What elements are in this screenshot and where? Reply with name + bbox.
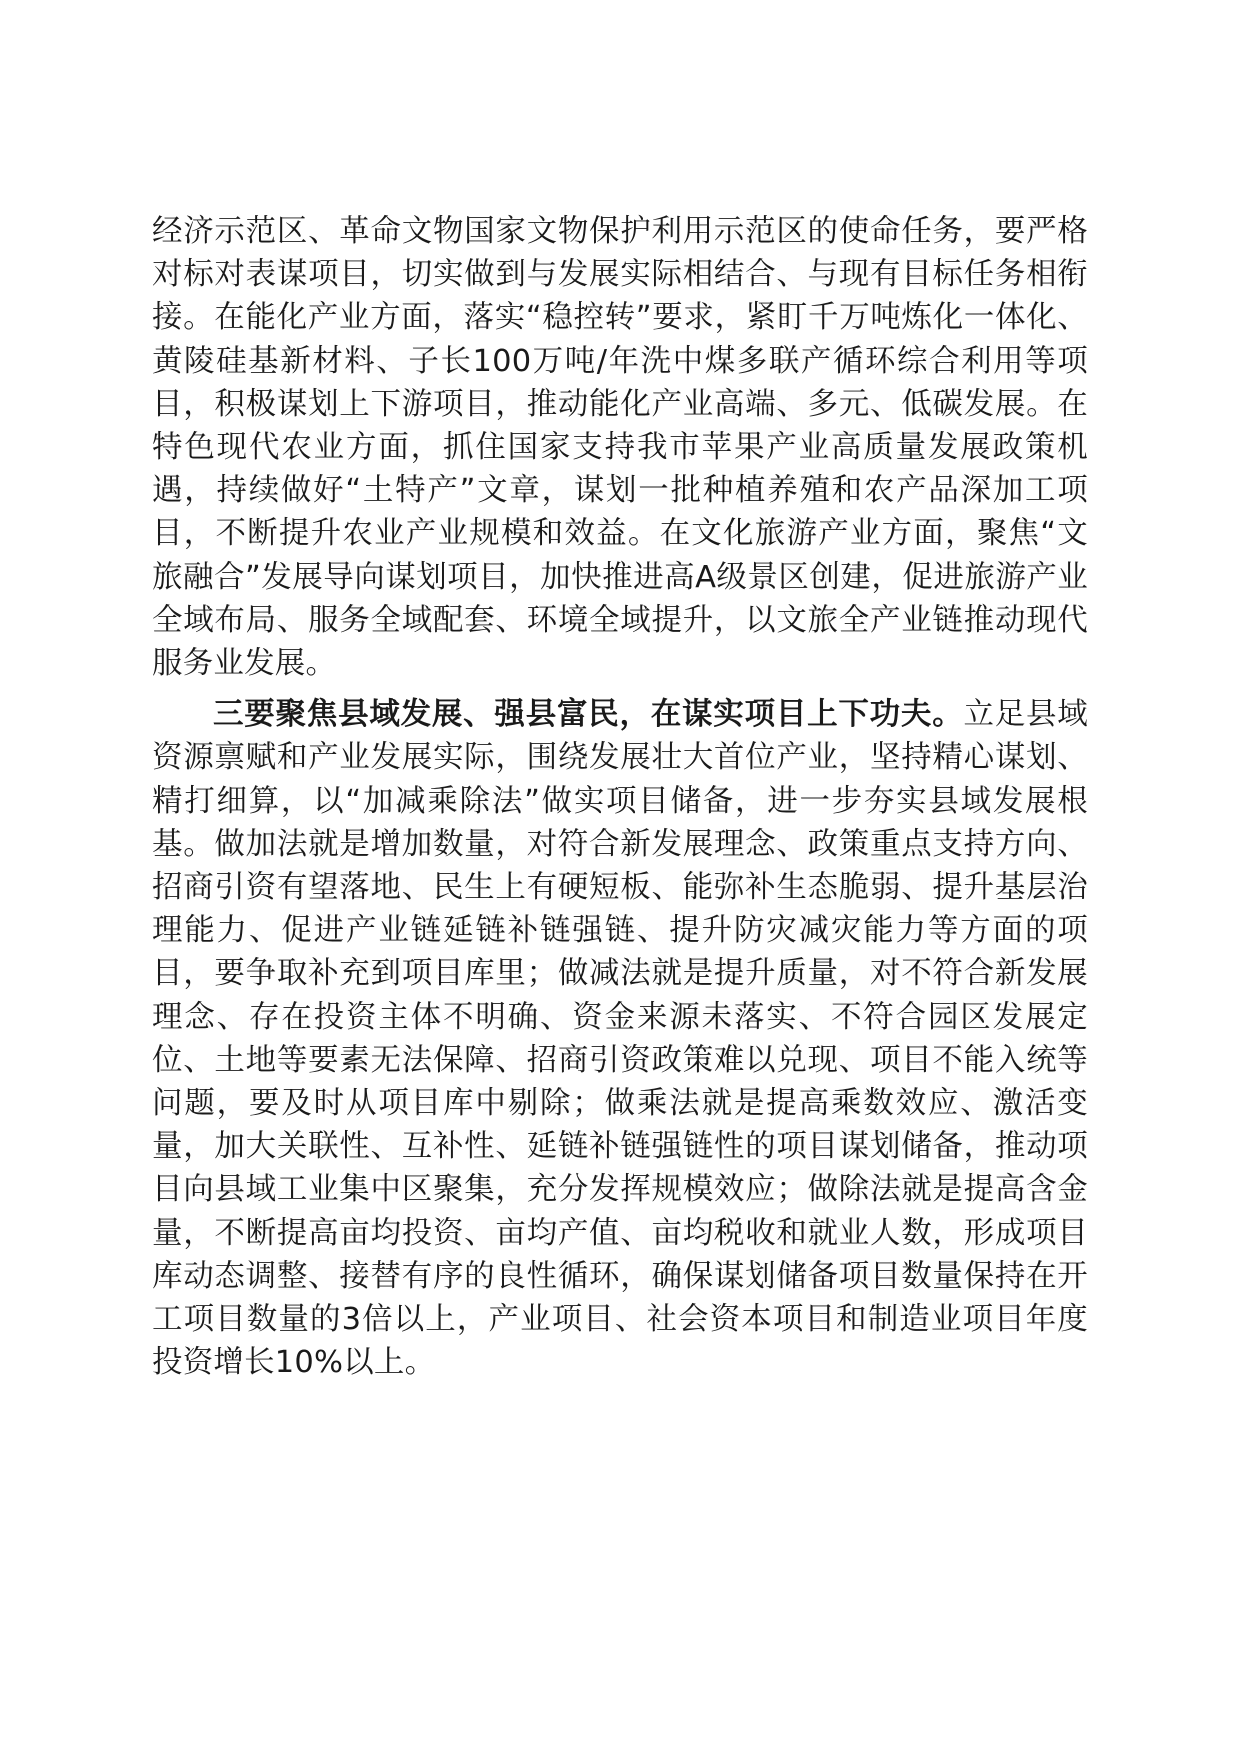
paragraph-lead: 三要聚焦县域发展、强县富民，在谋实项目上下功夫。 xyxy=(213,697,964,733)
document-page xyxy=(152,210,1088,1384)
paragraph-county-development xyxy=(152,693,1088,1384)
paragraph-text: 立足县域资源禀赋和产业发展实际，围绕发展壮大首位产业，坚持精心谋划、精打细算，以“加减乘除法”做实项目储备，进一步夯实县域发展根基。做加法就是增加数量，对符合新发展理念、政策重点支持方向、招商引资有望落地、民生上有硬短板、能弥补生态脆弱、提升基层治理能力、促进产业链延链补链强链、提升防灾减灾能力等方面的项目，要争取补充到项目库里；做减法就是提升质量，对不符合新发展理念、存在投资主体不明确、资金来源未落实、不符合园区发展定位、土地等要素无法保障、招商引资政策难以兑现、项目不能入统等问题，要及时从项目库中剔除；做乘法就是提高乘数效应、激活变量，加大关联性、互补性、延链补链强链性的项目谋划储备，推动项目向县域工业集中区聚集，充分发挥规模效应；做除法就是提高含金量，不断提高亩均投资、亩均产值、亩均税收和就业人数，形成项目库动态调整、接替有序的良性循环，确保谋划储备项目数量保持在开工项目数量的3倍以上，产业项目、社会资本项目和制造业项目年度投资增长10%以上。 xyxy=(152,697,1088,1381)
paragraph-continuation xyxy=(152,210,1088,685)
paragraph-text: 经济示范区、革命文物国家文物保护利用示范区的使命任务，要严格对标对表谋项目，切实做到与发展实际相结合、与现有目标任务相衔接。在能化产业方面，落实“稳控转”要求，紧盯千万吨炼化一体化、黄陵硅基新材料、子长100万吨/年洗中煤多联产循环综合利用等项目，积极谋划上下游项目，推动能化产业高端、多元、低碳发展。在特色现代农业方面，抓住国家支持我市苹果产业高质量发展政策机遇，持续做好“土特产”文章，谋划一批种植养殖和农产品深加工项目，不断提升农业产业规模和效益。在文化旅游产业方面，聚焦“文旅融合”发展导向谋划项目，加快推进高A级景区创建，促进旅游产业全域布局、服务全域配套、环境全域提升，以文旅全产业链推动现代服务业发展。 xyxy=(152,214,1088,682)
